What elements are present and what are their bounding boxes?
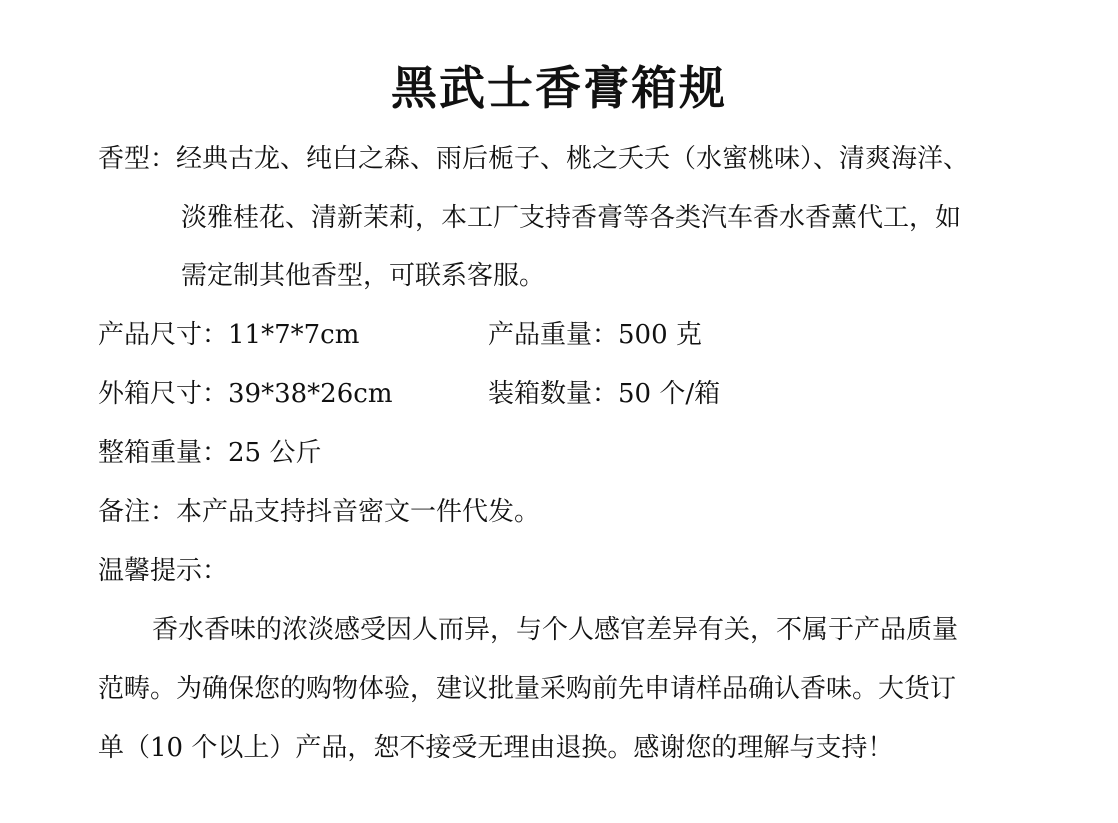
tips-line-1: 香水香味的浓淡感受因人而异，与个人感官差异有关，不属于产品质量 <box>152 615 959 645</box>
product-size: 产品尺寸：11*7*7cm <box>98 320 360 350</box>
tips-line-2: 范畴。为确保您的购物体验，建议批量采购前先申请样品确认香味。大货订 <box>98 674 957 704</box>
carton-weight: 整箱重量：25 公斤 <box>98 438 322 468</box>
product-weight: 产品重量：500 克 <box>488 320 702 350</box>
fragrance-line-3: 需定制其他香型，可联系客服。 <box>181 261 546 291</box>
carton-size: 外箱尺寸：39*38*26cm <box>98 379 393 409</box>
carton-quantity: 装箱数量：50 个/箱 <box>488 379 721 409</box>
document-title: 黑武士香膏箱规 <box>391 61 727 115</box>
note: 备注：本产品支持抖音密文一件代发。 <box>98 497 541 527</box>
fragrance-label: 香型： <box>98 144 177 174</box>
tips-label: 温馨提示： <box>98 556 229 586</box>
fragrance-line-1 <box>98 139 969 179</box>
tips-line-3: 单（10 个以上）产品，恕不接受无理由退换。感谢您的理解与支持！ <box>98 733 894 763</box>
fragrance-line-2: 淡雅桂花、清新茉莉，本工厂支持香膏等各类汽车香水香薰代工，如 <box>181 203 962 233</box>
fragrance-text-1: 经典古龙、纯白之森、雨后栀子、桃之夭夭（水蜜桃味）、清爽海洋、 <box>176 144 970 174</box>
